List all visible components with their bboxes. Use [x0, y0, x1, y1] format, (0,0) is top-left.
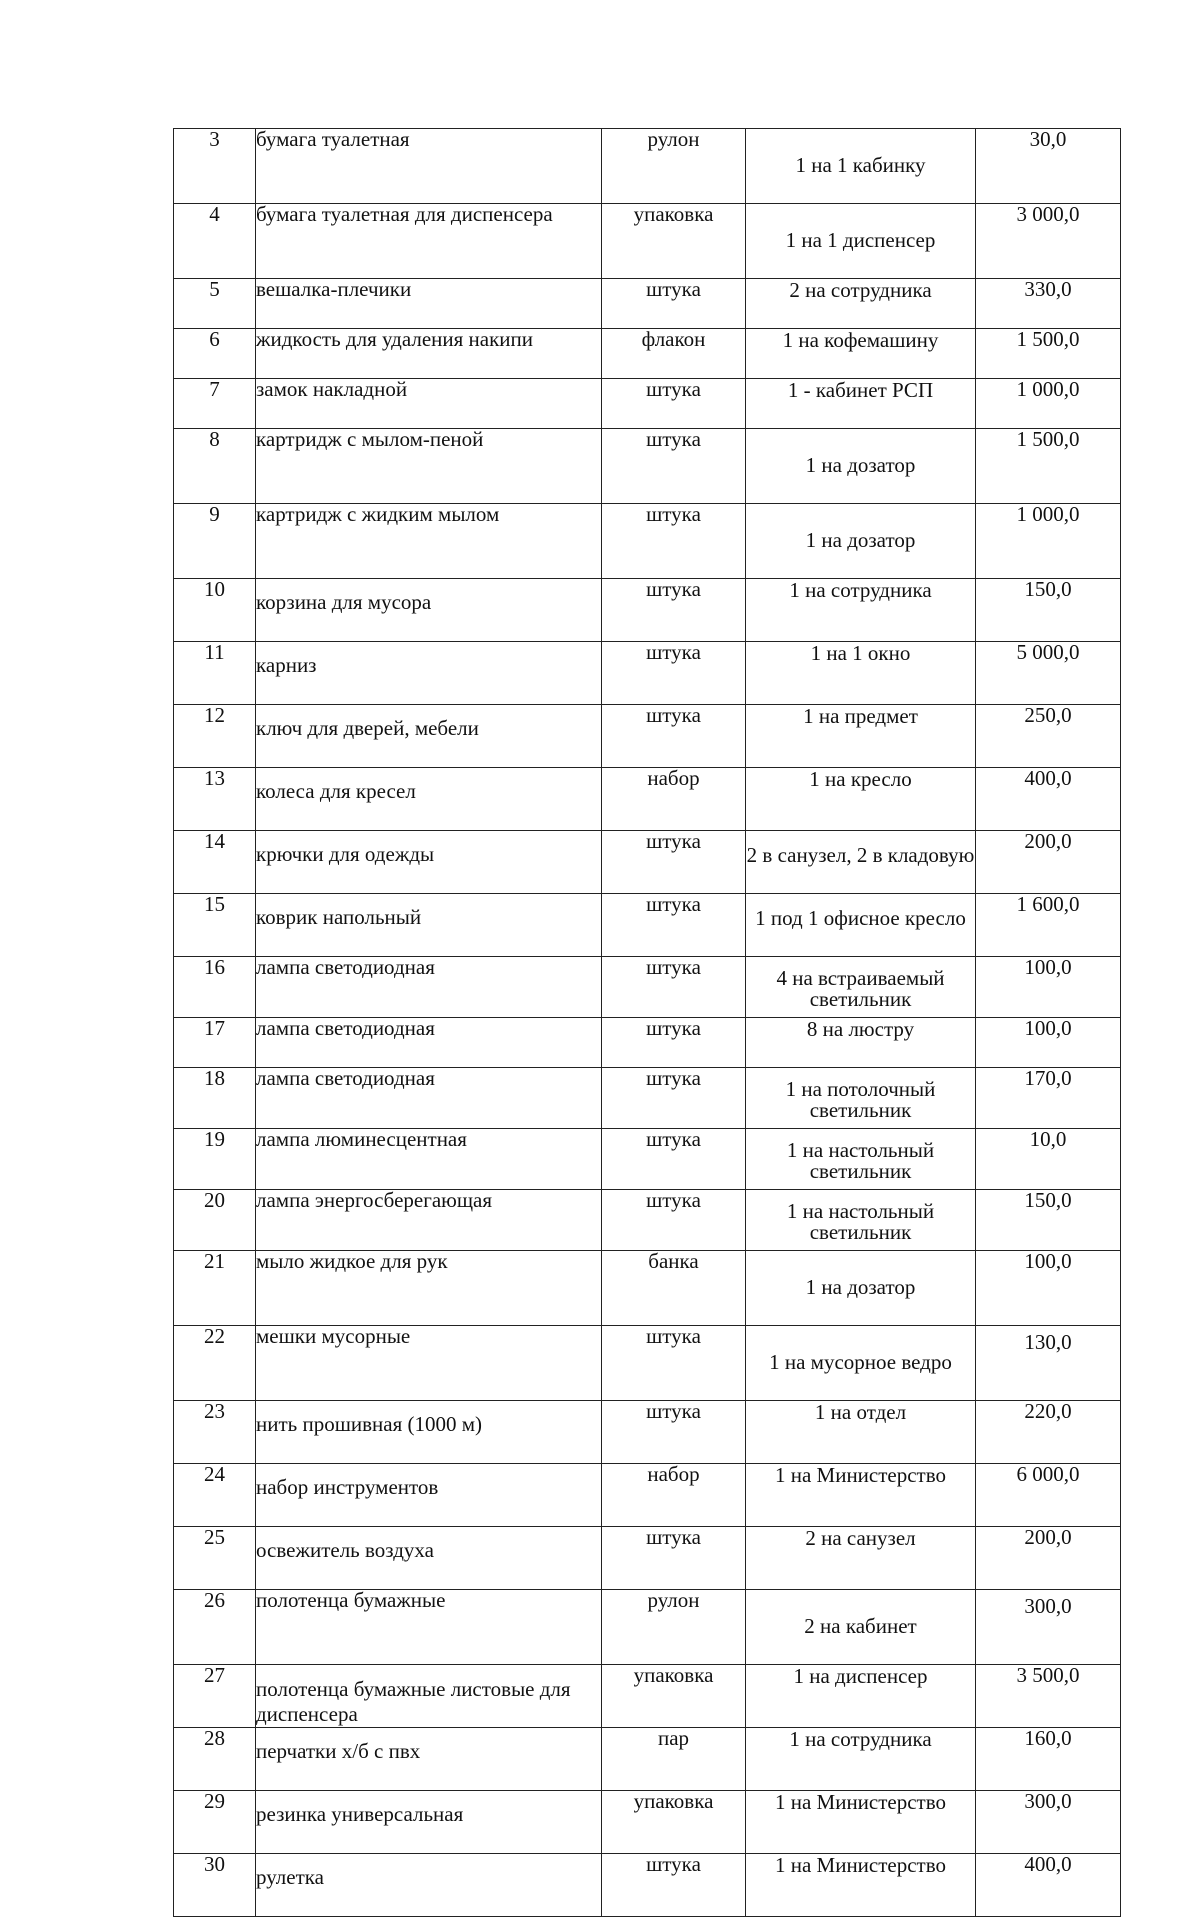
norm-cell: 2 в санузел, 2 в кладовую	[746, 831, 976, 894]
item-name-cell: мешки мусорные	[256, 1326, 602, 1401]
norm-cell: 1 на отдел	[746, 1401, 976, 1464]
item-name-cell: лампа энергосберегающая	[256, 1190, 602, 1251]
price-cell: 300,0	[976, 1590, 1121, 1665]
unit-cell: штука	[602, 831, 746, 894]
unit-cell: штука	[602, 642, 746, 705]
item-name-cell: вешалка-плечики	[256, 279, 602, 329]
row-number-cell: 19	[174, 1129, 256, 1190]
price-cell: 100,0	[976, 957, 1121, 1018]
row-number-cell: 26	[174, 1590, 256, 1665]
table-row	[174, 429, 1121, 504]
row-number-cell: 10	[174, 579, 256, 642]
unit-cell: штука	[602, 705, 746, 768]
price-cell: 400,0	[976, 1854, 1121, 1917]
row-number-cell: 5	[174, 279, 256, 329]
unit-cell: упаковка	[602, 204, 746, 279]
price-cell: 200,0	[976, 831, 1121, 894]
price-cell: 150,0	[976, 579, 1121, 642]
row-number-cell: 8	[174, 429, 256, 504]
price-cell: 30,0	[976, 129, 1121, 204]
row-number-cell: 9	[174, 504, 256, 579]
price-cell: 330,0	[976, 279, 1121, 329]
item-name-cell: замок накладной	[256, 379, 602, 429]
price-cell: 100,0	[976, 1251, 1121, 1326]
price-cell: 1 500,0	[976, 329, 1121, 379]
row-number-cell: 21	[174, 1251, 256, 1326]
row-number-cell: 22	[174, 1326, 256, 1401]
table-row	[174, 279, 1121, 329]
table-row	[174, 129, 1121, 204]
unit-cell: штука	[602, 279, 746, 329]
norm-cell: 1 на Министерство	[746, 1854, 976, 1917]
price-cell: 160,0	[976, 1728, 1121, 1791]
norm-cell: 1 на кресло	[746, 768, 976, 831]
price-cell: 1 500,0	[976, 429, 1121, 504]
unit-cell: штука	[602, 1527, 746, 1590]
table-row	[174, 1326, 1121, 1401]
item-name-cell: освежитель воздуха	[256, 1527, 602, 1590]
row-number-cell: 24	[174, 1464, 256, 1527]
price-cell: 6 000,0	[976, 1464, 1121, 1527]
item-name-cell: карниз	[256, 642, 602, 705]
item-name-cell: перчатки х/б с пвх	[256, 1728, 602, 1791]
unit-cell: штука	[602, 1326, 746, 1401]
row-number-cell: 27	[174, 1665, 256, 1728]
table-row	[174, 768, 1121, 831]
row-number-cell: 16	[174, 957, 256, 1018]
norm-cell: 1 на Министерство	[746, 1464, 976, 1527]
table-row	[174, 1854, 1121, 1917]
price-cell: 10,0	[976, 1129, 1121, 1190]
norm-cell: 4 на встраиваемый светильник	[746, 957, 976, 1018]
norm-cell: 8 на люстру	[746, 1018, 976, 1068]
table-row	[174, 642, 1121, 705]
row-number-cell: 4	[174, 204, 256, 279]
norm-cell: 1 на сотрудника	[746, 1728, 976, 1791]
item-name-cell: ключ для дверей, мебели	[256, 705, 602, 768]
supplies-table	[173, 128, 1121, 1917]
table-row	[174, 504, 1121, 579]
table-row	[174, 329, 1121, 379]
item-name-cell: лампа светодиодная	[256, 1018, 602, 1068]
table-row	[174, 1665, 1121, 1728]
unit-cell: штука	[602, 579, 746, 642]
norm-cell: 1 на дозатор	[746, 1251, 976, 1326]
table-row	[174, 1590, 1121, 1665]
table-row	[174, 831, 1121, 894]
item-name-cell: рулетка	[256, 1854, 602, 1917]
norm-cell: 1 на кофемашину	[746, 329, 976, 379]
table-row	[174, 705, 1121, 768]
row-number-cell: 15	[174, 894, 256, 957]
norm-cell: 1 на сотрудника	[746, 579, 976, 642]
price-cell: 1 000,0	[976, 504, 1121, 579]
table-row	[174, 1464, 1121, 1527]
item-name-cell: лампа светодиодная	[256, 957, 602, 1018]
unit-cell: штука	[602, 1401, 746, 1464]
row-number-cell: 14	[174, 831, 256, 894]
item-name-cell: набор инструментов	[256, 1464, 602, 1527]
norm-cell: 1 на предмет	[746, 705, 976, 768]
norm-cell: 1 на дозатор	[746, 429, 976, 504]
item-name-cell: коврик напольный	[256, 894, 602, 957]
row-number-cell: 18	[174, 1068, 256, 1129]
norm-cell: 1 на 1 окно	[746, 642, 976, 705]
item-name-cell: корзина для мусора	[256, 579, 602, 642]
row-number-cell: 28	[174, 1728, 256, 1791]
price-cell: 3 500,0	[976, 1665, 1121, 1728]
price-cell: 300,0	[976, 1791, 1121, 1854]
price-cell: 200,0	[976, 1527, 1121, 1590]
table-row	[174, 894, 1121, 957]
item-name-cell: картридж с жидким мылом	[256, 504, 602, 579]
table-row	[174, 1251, 1121, 1326]
row-number-cell: 30	[174, 1854, 256, 1917]
price-cell: 250,0	[976, 705, 1121, 768]
row-number-cell: 11	[174, 642, 256, 705]
price-cell: 3 000,0	[976, 204, 1121, 279]
item-name-cell: бумага туалетная для диспенсера	[256, 204, 602, 279]
unit-cell: штука	[602, 1190, 746, 1251]
price-cell: 1 000,0	[976, 379, 1121, 429]
row-number-cell: 6	[174, 329, 256, 379]
unit-cell: штука	[602, 957, 746, 1018]
norm-cell: 1 на дозатор	[746, 504, 976, 579]
unit-cell: штука	[602, 1068, 746, 1129]
norm-cell: 2 на кабинет	[746, 1590, 976, 1665]
unit-cell: упаковка	[602, 1791, 746, 1854]
unit-cell: упаковка	[602, 1665, 746, 1728]
price-cell: 5 000,0	[976, 642, 1121, 705]
row-number-cell: 17	[174, 1018, 256, 1068]
item-name-cell: лампа светодиодная	[256, 1068, 602, 1129]
table-row	[174, 1728, 1121, 1791]
price-cell: 220,0	[976, 1401, 1121, 1464]
unit-cell: набор	[602, 1464, 746, 1527]
table-row	[174, 1068, 1121, 1129]
row-number-cell: 20	[174, 1190, 256, 1251]
row-number-cell: 3	[174, 129, 256, 204]
unit-cell: штука	[602, 379, 746, 429]
table-body	[174, 129, 1121, 1917]
table-row	[174, 1190, 1121, 1251]
unit-cell: банка	[602, 1251, 746, 1326]
unit-cell: штука	[602, 1854, 746, 1917]
table-row	[174, 379, 1121, 429]
row-number-cell: 7	[174, 379, 256, 429]
norm-cell: 1 на Министерство	[746, 1791, 976, 1854]
norm-cell: 1 под 1 офисное кресло	[746, 894, 976, 957]
item-name-cell: бумага туалетная	[256, 129, 602, 204]
unit-cell: рулон	[602, 1590, 746, 1665]
table-row	[174, 1129, 1121, 1190]
norm-cell: 1 на диспенсер	[746, 1665, 976, 1728]
item-name-cell: мыло жидкое для рук	[256, 1251, 602, 1326]
item-name-cell: лампа люминесцентная	[256, 1129, 602, 1190]
unit-cell: набор	[602, 768, 746, 831]
norm-cell: 1 на 1 кабинку	[746, 129, 976, 204]
row-number-cell: 12	[174, 705, 256, 768]
item-name-cell: полотенца бумажные листовые для диспенсера	[256, 1665, 602, 1728]
table-row	[174, 1791, 1121, 1854]
price-cell: 170,0	[976, 1068, 1121, 1129]
item-name-cell: резинка универсальная	[256, 1791, 602, 1854]
row-number-cell: 25	[174, 1527, 256, 1590]
norm-cell: 1 - кабинет РСП	[746, 379, 976, 429]
price-cell: 400,0	[976, 768, 1121, 831]
norm-cell: 1 на 1 диспенсер	[746, 204, 976, 279]
item-name-cell: полотенца бумажные	[256, 1590, 602, 1665]
row-number-cell: 29	[174, 1791, 256, 1854]
unit-cell: пар	[602, 1728, 746, 1791]
norm-cell: 1 на настольный светильник	[746, 1190, 976, 1251]
norm-cell: 2 на сотрудника	[746, 279, 976, 329]
row-number-cell: 13	[174, 768, 256, 831]
table-row	[174, 957, 1121, 1018]
price-cell: 1 600,0	[976, 894, 1121, 957]
price-cell: 150,0	[976, 1190, 1121, 1251]
table-row	[174, 1018, 1121, 1068]
unit-cell: рулон	[602, 129, 746, 204]
table-row	[174, 579, 1121, 642]
price-cell: 130,0	[976, 1326, 1121, 1401]
norm-cell: 1 на потолочный светильник	[746, 1068, 976, 1129]
item-name-cell: нить прошивная (1000 м)	[256, 1401, 602, 1464]
norm-cell: 1 на мусорное ведро	[746, 1326, 976, 1401]
unit-cell: штука	[602, 1129, 746, 1190]
unit-cell: штука	[602, 1018, 746, 1068]
norm-cell: 2 на санузел	[746, 1527, 976, 1590]
table-row	[174, 1527, 1121, 1590]
item-name-cell: крючки для одежды	[256, 831, 602, 894]
unit-cell: штука	[602, 894, 746, 957]
norm-cell: 1 на настольный светильник	[746, 1129, 976, 1190]
price-cell: 100,0	[976, 1018, 1121, 1068]
table-row	[174, 1401, 1121, 1464]
unit-cell: штука	[602, 504, 746, 579]
unit-cell: штука	[602, 429, 746, 504]
item-name-cell: жидкость для удаления накипи	[256, 329, 602, 379]
unit-cell: флакон	[602, 329, 746, 379]
item-name-cell: колеса для кресел	[256, 768, 602, 831]
table-row	[174, 204, 1121, 279]
item-name-cell: картридж с мылом-пеной	[256, 429, 602, 504]
row-number-cell: 23	[174, 1401, 256, 1464]
